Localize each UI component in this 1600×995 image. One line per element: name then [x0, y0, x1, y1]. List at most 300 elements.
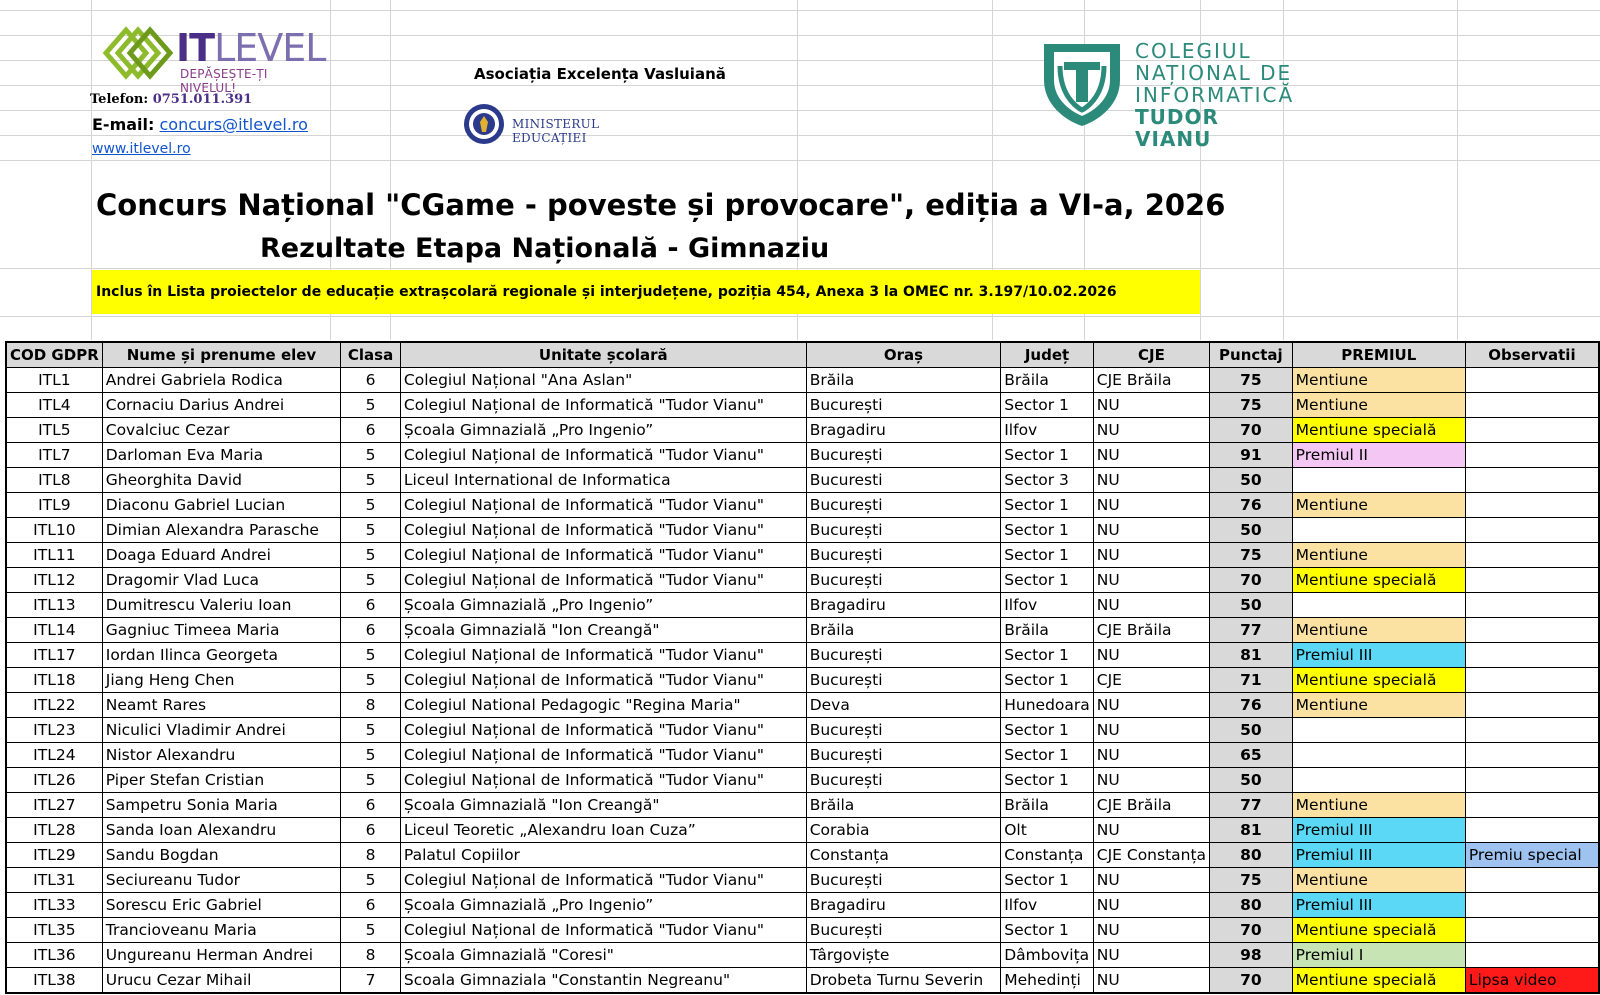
cell-punctaj[interactable]: 50 — [1210, 768, 1293, 793]
cell-obs[interactable] — [1465, 568, 1599, 593]
cell-cod[interactable]: ITL38 — [6, 968, 102, 994]
cell-cod[interactable]: ITL27 — [6, 793, 102, 818]
cell-cje[interactable]: NU — [1093, 693, 1209, 718]
cell-premiul[interactable]: Premiul III — [1292, 643, 1465, 668]
ministry-logo — [462, 100, 672, 152]
cell-oras[interactable]: București — [806, 393, 1001, 418]
cell-cod[interactable]: ITL31 — [6, 868, 102, 893]
cell-premiul[interactable] — [1292, 718, 1465, 743]
cell-nume[interactable]: Piper Stefan Cristian — [102, 768, 340, 793]
cell-obs[interactable] — [1465, 368, 1599, 393]
cell-premiul[interactable]: Premiul II — [1292, 443, 1465, 468]
cell-premiul[interactable] — [1292, 593, 1465, 618]
cell-unitate[interactable]: Școala Gimnazială „Pro Ingenio” — [400, 418, 806, 443]
cell-judet[interactable]: Sector 1 — [1001, 518, 1094, 543]
cell-clasa[interactable]: 5 — [341, 718, 401, 743]
cell-punctaj[interactable]: 91 — [1210, 443, 1293, 468]
cell-judet[interactable]: Sector 1 — [1001, 568, 1094, 593]
cell-clasa[interactable]: 6 — [341, 368, 401, 393]
cell-judet[interactable]: Brăila — [1001, 368, 1094, 393]
website-link[interactable]: www.itlevel.ro — [92, 141, 191, 157]
cell-clasa[interactable]: 6 — [341, 593, 401, 618]
cell-unitate[interactable]: Colegiul National Pedagogic "Regina Maria" — [400, 693, 806, 718]
cell-nume[interactable]: Andrei Gabriela Rodica — [102, 368, 340, 393]
cell-judet[interactable]: Sector 1 — [1001, 493, 1094, 518]
cell-oras[interactable]: Drobeta Turnu Severin — [806, 968, 1001, 994]
cell-unitate[interactable]: Colegiul Național de Informatică "Tudor Vianu" — [400, 868, 806, 893]
cell-punctaj[interactable]: 70 — [1210, 568, 1293, 593]
cell-punctaj[interactable]: 81 — [1210, 818, 1293, 843]
cell-oras[interactable]: București — [806, 518, 1001, 543]
cell-oras[interactable]: Târgoviște — [806, 943, 1001, 968]
cell-nume[interactable]: Nistor Alexandru — [102, 743, 340, 768]
cell-cod[interactable]: ITL35 — [6, 918, 102, 943]
cell-premiul[interactable]: Mentiune specială — [1292, 918, 1465, 943]
cell-oras[interactable]: București — [806, 668, 1001, 693]
cell-judet[interactable]: Sector 1 — [1001, 918, 1094, 943]
cell-clasa[interactable]: 5 — [341, 743, 401, 768]
cell-nume[interactable]: Cornaciu Darius Andrei — [102, 393, 340, 418]
cell-judet[interactable]: Sector 1 — [1001, 743, 1094, 768]
cell-clasa[interactable]: 5 — [341, 543, 401, 568]
col-oras-header[interactable]: Oraș — [806, 342, 1001, 368]
cell-oras[interactable]: București — [806, 568, 1001, 593]
cell-obs[interactable]: Lipsa video — [1465, 968, 1599, 994]
table-row — [6, 468, 1599, 493]
cell-unitate[interactable]: Școala Gimnazială "Ion Creangă" — [400, 618, 806, 643]
cell-unitate[interactable]: Școala Gimnazială „Pro Ingenio” — [400, 893, 806, 918]
cell-nume[interactable]: Sorescu Eric Gabriel — [102, 893, 340, 918]
cell-punctaj[interactable]: 98 — [1210, 943, 1293, 968]
cell-cod[interactable]: ITL22 — [6, 693, 102, 718]
association-name: Asociația Excelența Vasluiană — [474, 65, 726, 83]
cell-unitate[interactable]: Colegiul Național "Ana Aslan" — [400, 368, 806, 393]
cell-cod[interactable]: ITL10 — [6, 518, 102, 543]
cell-premiul[interactable]: Mentiune — [1292, 618, 1465, 643]
table-row — [6, 868, 1599, 893]
cell-cod[interactable]: ITL13 — [6, 593, 102, 618]
cell-obs[interactable] — [1465, 793, 1599, 818]
cell-obs[interactable] — [1465, 518, 1599, 543]
table-row — [6, 768, 1599, 793]
cell-cje[interactable]: NU — [1093, 593, 1209, 618]
cell-oras[interactable]: București — [806, 443, 1001, 468]
college-shield-icon — [1040, 40, 1124, 128]
cell-cje[interactable]: CJE Brăila — [1093, 793, 1209, 818]
cell-unitate[interactable]: Colegiul Național de Informatică "Tudor Vianu" — [400, 543, 806, 568]
cell-judet[interactable]: Ilfov — [1001, 593, 1094, 618]
table-row — [6, 718, 1599, 743]
cell-clasa[interactable]: 5 — [341, 518, 401, 543]
cell-cod[interactable]: ITL23 — [6, 718, 102, 743]
cell-clasa[interactable]: 5 — [341, 568, 401, 593]
cell-obs[interactable] — [1465, 618, 1599, 643]
cell-clasa[interactable]: 5 — [341, 468, 401, 493]
table-row — [6, 568, 1599, 593]
cell-cod[interactable]: ITL36 — [6, 943, 102, 968]
cell-cje[interactable]: CJE Constanța — [1093, 843, 1209, 868]
cell-judet[interactable]: Ilfov — [1001, 418, 1094, 443]
cell-clasa[interactable]: 6 — [341, 618, 401, 643]
cell-cod[interactable]: ITL1 — [6, 368, 102, 393]
cell-premiul[interactable] — [1292, 518, 1465, 543]
col-judet-header[interactable]: Județ — [1001, 342, 1094, 368]
cell-nume[interactable]: Ungureanu Herman Andrei — [102, 943, 340, 968]
cell-clasa[interactable]: 6 — [341, 793, 401, 818]
table-row — [6, 668, 1599, 693]
cell-nume[interactable]: Neamt Rares — [102, 693, 340, 718]
cell-cje[interactable]: NU — [1093, 393, 1209, 418]
cell-obs[interactable] — [1465, 743, 1599, 768]
col-observatii-header[interactable]: Observatii — [1465, 342, 1599, 368]
banner-text: Inclus în Lista proiectelor de educație extrașcolară regionale și interjudețene, poziția 454, Anexa 3 la OMEC nr. 3.197/10.02.2026 — [96, 284, 1117, 300]
cell-nume[interactable]: Covalciuc Cezar — [102, 418, 340, 443]
cell-punctaj[interactable]: 75 — [1210, 393, 1293, 418]
cell-unitate[interactable]: Liceul Teoretic „Alexandru Ioan Cuza” — [400, 818, 806, 843]
table-row — [6, 543, 1599, 568]
cell-premiul[interactable]: Premiul I — [1292, 943, 1465, 968]
cell-cje[interactable]: NU — [1093, 818, 1209, 843]
cell-premiul[interactable] — [1292, 468, 1465, 493]
cell-nume[interactable]: Jiang Heng Chen — [102, 668, 340, 693]
cell-punctaj[interactable]: 70 — [1210, 968, 1293, 994]
cell-obs[interactable]: Premiu special — [1465, 843, 1599, 868]
cell-oras[interactable]: Bragadiru — [806, 418, 1001, 443]
cell-clasa[interactable]: 5 — [341, 668, 401, 693]
cell-cje[interactable]: NU — [1093, 968, 1209, 994]
cell-judet[interactable]: Dâmbovița — [1001, 943, 1094, 968]
cell-obs[interactable] — [1465, 668, 1599, 693]
cell-cod[interactable]: ITL11 — [6, 543, 102, 568]
cell-unitate[interactable]: Școala Gimnazială "Coresi" — [400, 943, 806, 968]
cell-premiul[interactable]: Mentiune — [1292, 693, 1465, 718]
cell-premiul[interactable]: Premiul III — [1292, 818, 1465, 843]
cell-obs[interactable] — [1465, 893, 1599, 918]
cell-punctaj[interactable]: 75 — [1210, 868, 1293, 893]
cell-punctaj[interactable]: 70 — [1210, 418, 1293, 443]
cell-oras[interactable]: Brăila — [806, 368, 1001, 393]
cell-cod[interactable]: ITL5 — [6, 418, 102, 443]
cell-obs[interactable] — [1465, 718, 1599, 743]
cell-unitate[interactable]: Liceul International de Informatica — [400, 468, 806, 493]
cell-obs[interactable] — [1465, 693, 1599, 718]
cell-oras[interactable]: București — [806, 868, 1001, 893]
cell-obs[interactable] — [1465, 543, 1599, 568]
col-premiul-header[interactable]: PREMIUL — [1292, 342, 1465, 368]
cell-cje[interactable]: CJE Brăila — [1093, 618, 1209, 643]
cell-cod[interactable]: ITL4 — [6, 393, 102, 418]
table-row — [6, 443, 1599, 468]
cell-nume[interactable]: Sandu Bogdan — [102, 843, 340, 868]
cell-cod[interactable]: ITL8 — [6, 468, 102, 493]
cell-nume[interactable]: Dimian Alexandra Parasche — [102, 518, 340, 543]
cell-cje[interactable]: NU — [1093, 493, 1209, 518]
cell-clasa[interactable]: 6 — [341, 418, 401, 443]
itlevel-diamond-icon — [96, 22, 176, 84]
cell-oras[interactable]: Brăila — [806, 618, 1001, 643]
cell-premiul[interactable]: Premiul III — [1292, 843, 1465, 868]
cell-premiul[interactable]: Mentiune — [1292, 393, 1465, 418]
cell-cod[interactable]: ITL28 — [6, 818, 102, 843]
cell-nume[interactable]: Gheorghita David — [102, 468, 340, 493]
cell-punctaj[interactable]: 77 — [1210, 793, 1293, 818]
cell-premiul[interactable] — [1292, 743, 1465, 768]
cell-nume[interactable]: Trancioveanu Maria — [102, 918, 340, 943]
cell-judet[interactable]: Sector 1 — [1001, 718, 1094, 743]
cell-cod[interactable]: ITL29 — [6, 843, 102, 868]
cell-oras[interactable]: Corabia — [806, 818, 1001, 843]
cell-unitate[interactable]: Colegiul Național de Informatică "Tudor Vianu" — [400, 393, 806, 418]
cell-punctaj[interactable]: 80 — [1210, 843, 1293, 868]
col-punctaj-header[interactable]: Punctaj — [1210, 342, 1293, 368]
cell-premiul[interactable]: Mentiune specială — [1292, 968, 1465, 994]
cell-unitate[interactable]: Colegiul Național de Informatică "Tudor Vianu" — [400, 718, 806, 743]
cell-clasa[interactable]: 5 — [341, 868, 401, 893]
cell-clasa[interactable]: 8 — [341, 693, 401, 718]
page-title: Concurs Național "CGame - poveste și provocare", ediția a VI-a, 2026 — [96, 188, 1226, 222]
cell-premiul[interactable]: Mentiune — [1292, 368, 1465, 393]
cell-obs[interactable] — [1465, 818, 1599, 843]
cell-oras[interactable]: București — [806, 543, 1001, 568]
cell-punctaj[interactable]: 50 — [1210, 468, 1293, 493]
accreditation-banner — [92, 270, 1200, 314]
cell-nume[interactable]: Sanda Ioan Alexandru — [102, 818, 340, 843]
cell-cje[interactable]: NU — [1093, 443, 1209, 468]
table-row — [6, 368, 1599, 393]
cell-nume[interactable]: Niculici Vladimir Andrei — [102, 718, 340, 743]
cell-punctaj[interactable]: 80 — [1210, 893, 1293, 918]
cell-punctaj[interactable]: 77 — [1210, 618, 1293, 643]
cell-cje[interactable]: NU — [1093, 418, 1209, 443]
cell-obs[interactable] — [1465, 393, 1599, 418]
cell-judet[interactable]: Sector 1 — [1001, 393, 1094, 418]
cell-cod[interactable]: ITL14 — [6, 618, 102, 643]
cell-oras[interactable]: București — [806, 768, 1001, 793]
cell-unitate[interactable]: Colegiul Național de Informatică "Tudor Vianu" — [400, 568, 806, 593]
cell-clasa[interactable]: 6 — [341, 893, 401, 918]
cell-premiul[interactable] — [1292, 768, 1465, 793]
cell-judet[interactable]: Sector 1 — [1001, 768, 1094, 793]
cell-clasa[interactable]: 5 — [341, 493, 401, 518]
ministry-name: MINISTERUL EDUCAȚIEI — [512, 117, 600, 145]
cell-nume[interactable]: Dumitrescu Valeriu Ioan — [102, 593, 340, 618]
cell-clasa[interactable]: 7 — [341, 968, 401, 994]
cell-nume[interactable]: Sampetru Sonia Maria — [102, 793, 340, 818]
cell-judet[interactable]: Ilfov — [1001, 893, 1094, 918]
cell-cje[interactable]: NU — [1093, 468, 1209, 493]
cell-punctaj[interactable]: 65 — [1210, 743, 1293, 768]
email-label: E-mail: — [92, 115, 155, 134]
cell-judet[interactable]: Olt — [1001, 818, 1094, 843]
cell-unitate[interactable]: Școala Gimnazială „Pro Ingenio” — [400, 593, 806, 618]
cell-cje[interactable]: NU — [1093, 643, 1209, 668]
cell-clasa[interactable]: 5 — [341, 768, 401, 793]
cell-premiul[interactable]: Premiul III — [1292, 893, 1465, 918]
cell-nume[interactable]: Seciureanu Tudor — [102, 868, 340, 893]
cell-cje[interactable]: NU — [1093, 868, 1209, 893]
ministry-seal-icon — [462, 102, 506, 146]
cell-punctaj[interactable]: 75 — [1210, 368, 1293, 393]
cell-cje[interactable]: NU — [1093, 518, 1209, 543]
cell-oras[interactable]: București — [806, 918, 1001, 943]
cell-oras[interactable]: Brăila — [806, 793, 1001, 818]
table-row — [6, 493, 1599, 518]
cell-nume[interactable]: Dragomir Vlad Luca — [102, 568, 340, 593]
cell-unitate[interactable]: Colegiul Național de Informatică "Tudor Vianu" — [400, 743, 806, 768]
cell-unitate[interactable]: Scoala Gimnaziala "Constantin Negreanu" — [400, 968, 806, 994]
cell-punctaj[interactable]: 75 — [1210, 543, 1293, 568]
cell-unitate[interactable]: Colegiul Național de Informatică "Tudor Vianu" — [400, 443, 806, 468]
table-row — [6, 518, 1599, 543]
cell-nume[interactable]: Urucu Cezar Mihail — [102, 968, 340, 994]
cell-premiul[interactable]: Mentiune specială — [1292, 418, 1465, 443]
cell-nume[interactable]: Darloman Eva Maria — [102, 443, 340, 468]
cell-punctaj[interactable]: 76 — [1210, 493, 1293, 518]
cell-nume[interactable]: Doaga Eduard Andrei — [102, 543, 340, 568]
cell-cje[interactable]: NU — [1093, 893, 1209, 918]
cell-unitate[interactable]: Colegiul Național de Informatică "Tudor Vianu" — [400, 518, 806, 543]
cell-judet[interactable]: Sector 1 — [1001, 868, 1094, 893]
cell-punctaj[interactable]: 76 — [1210, 693, 1293, 718]
table-row — [6, 418, 1599, 443]
phone-line — [90, 92, 252, 107]
cell-nume[interactable]: Diaconu Gabriel Lucian — [102, 493, 340, 518]
cell-clasa[interactable]: 5 — [341, 393, 401, 418]
table-row — [6, 818, 1599, 843]
cell-cje[interactable]: NU — [1093, 943, 1209, 968]
cell-premiul[interactable]: Mentiune specială — [1292, 568, 1465, 593]
cell-cje[interactable]: NU — [1093, 918, 1209, 943]
cell-unitate[interactable]: Colegiul Național de Informatică "Tudor Vianu" — [400, 493, 806, 518]
cell-cje[interactable]: NU — [1093, 743, 1209, 768]
cell-clasa[interactable]: 5 — [341, 643, 401, 668]
cell-obs[interactable] — [1465, 868, 1599, 893]
cell-clasa[interactable]: 6 — [341, 818, 401, 843]
cell-oras[interactable]: Deva — [806, 693, 1001, 718]
cell-cod[interactable]: ITL24 — [6, 743, 102, 768]
cell-premiul[interactable]: Mentiune — [1292, 868, 1465, 893]
cell-cod[interactable]: ITL18 — [6, 668, 102, 693]
cell-cje[interactable]: CJE — [1093, 668, 1209, 693]
cell-judet[interactable]: Brăila — [1001, 793, 1094, 818]
cell-punctaj[interactable]: 71 — [1210, 668, 1293, 693]
table-row — [6, 918, 1599, 943]
cell-oras[interactable]: Bucuresti — [806, 468, 1001, 493]
cell-cod[interactable]: ITL26 — [6, 768, 102, 793]
cell-obs[interactable] — [1465, 468, 1599, 493]
table-header-row — [6, 342, 1599, 368]
cell-judet[interactable]: Sector 1 — [1001, 543, 1094, 568]
cell-judet[interactable]: Sector 1 — [1001, 443, 1094, 468]
col-nume-header[interactable]: Nume și prenume elev — [102, 342, 340, 368]
cell-nume[interactable]: Iordan Ilinca Georgeta — [102, 643, 340, 668]
col-clasa-header[interactable]: Clasa — [341, 342, 401, 368]
cell-judet[interactable]: Brăila — [1001, 618, 1094, 643]
cell-punctaj[interactable]: 50 — [1210, 593, 1293, 618]
cell-obs[interactable] — [1465, 418, 1599, 443]
table-row — [6, 743, 1599, 768]
cell-cod[interactable]: ITL33 — [6, 893, 102, 918]
cell-cje[interactable]: NU — [1093, 568, 1209, 593]
table-row — [6, 968, 1599, 994]
cell-premiul[interactable]: Mentiune — [1292, 793, 1465, 818]
cell-oras[interactable]: București — [806, 743, 1001, 768]
col-cod-header[interactable]: COD GDPR — [6, 342, 102, 368]
cell-judet[interactable]: Sector 1 — [1001, 668, 1094, 693]
cell-punctaj[interactable]: 81 — [1210, 643, 1293, 668]
col-unitate-header[interactable]: Unitate școlară — [400, 342, 806, 368]
table-row — [6, 943, 1599, 968]
phone-number: 0751.011.391 — [152, 92, 253, 107]
cell-punctaj[interactable]: 50 — [1210, 718, 1293, 743]
cell-unitate[interactable]: Colegiul Național de Informatică "Tudor Vianu" — [400, 643, 806, 668]
cell-obs[interactable] — [1465, 593, 1599, 618]
cell-punctaj[interactable]: 50 — [1210, 518, 1293, 543]
cell-nume[interactable]: Gagniuc Timeea Maria — [102, 618, 340, 643]
table-row — [6, 893, 1599, 918]
phone-label: Telefon: — [90, 92, 149, 107]
table-row — [6, 393, 1599, 418]
cell-judet[interactable]: Mehedinți — [1001, 968, 1094, 994]
cell-cje[interactable]: NU — [1093, 718, 1209, 743]
cell-cod[interactable]: ITL7 — [6, 443, 102, 468]
cell-premiul[interactable]: Mentiune specială — [1292, 668, 1465, 693]
cell-premiul[interactable]: Mentiune — [1292, 493, 1465, 518]
cell-judet[interactable]: Constanța — [1001, 843, 1094, 868]
cell-oras[interactable]: București — [806, 718, 1001, 743]
cell-unitate[interactable]: Colegiul Național de Informatică "Tudor Vianu" — [400, 768, 806, 793]
cell-clasa[interactable]: 5 — [341, 443, 401, 468]
results-table — [5, 341, 1600, 994]
cell-cje[interactable]: CJE Brăila — [1093, 368, 1209, 393]
cell-cod[interactable]: ITL17 — [6, 643, 102, 668]
cell-cje[interactable]: NU — [1093, 768, 1209, 793]
cell-unitate[interactable]: Colegiul Național de Informatică "Tudor Vianu" — [400, 918, 806, 943]
cell-oras[interactable]: București — [806, 643, 1001, 668]
cell-oras[interactable]: Bragadiru — [806, 593, 1001, 618]
cell-clasa[interactable]: 8 — [341, 843, 401, 868]
email-line — [92, 115, 308, 134]
col-cje-header[interactable]: CJE — [1093, 342, 1209, 368]
cell-premiul[interactable]: Mentiune — [1292, 543, 1465, 568]
cell-obs[interactable] — [1465, 643, 1599, 668]
cell-judet[interactable]: Hunedoara — [1001, 693, 1094, 718]
cell-judet[interactable]: Sector 3 — [1001, 468, 1094, 493]
cell-obs[interactable] — [1465, 768, 1599, 793]
cell-oras[interactable]: Constanța — [806, 843, 1001, 868]
cell-cod[interactable]: ITL12 — [6, 568, 102, 593]
cell-obs[interactable] — [1465, 943, 1599, 968]
cell-obs[interactable] — [1465, 918, 1599, 943]
table-row — [6, 693, 1599, 718]
cell-obs[interactable] — [1465, 493, 1599, 518]
cell-judet[interactable]: Sector 1 — [1001, 643, 1094, 668]
cell-unitate[interactable]: Școala Gimnazială "Ion Creangă" — [400, 793, 806, 818]
itlevel-wordmark: ITLEVEL — [176, 26, 326, 70]
cell-clasa[interactable]: 8 — [341, 943, 401, 968]
cell-obs[interactable] — [1465, 443, 1599, 468]
cell-cje[interactable]: NU — [1093, 543, 1209, 568]
cell-punctaj[interactable]: 70 — [1210, 918, 1293, 943]
cell-oras[interactable]: București — [806, 493, 1001, 518]
cell-cod[interactable]: ITL9 — [6, 493, 102, 518]
email-link[interactable]: concurs@itlevel.ro — [159, 115, 308, 134]
cell-clasa[interactable]: 5 — [341, 918, 401, 943]
cell-unitate[interactable]: Colegiul Național de Informatică "Tudor Vianu" — [400, 668, 806, 693]
cell-unitate[interactable]: Palatul Copiilor — [400, 843, 806, 868]
page-subtitle: Rezultate Etapa Națională - Gimnaziu — [260, 233, 830, 264]
cell-oras[interactable]: Bragadiru — [806, 893, 1001, 918]
